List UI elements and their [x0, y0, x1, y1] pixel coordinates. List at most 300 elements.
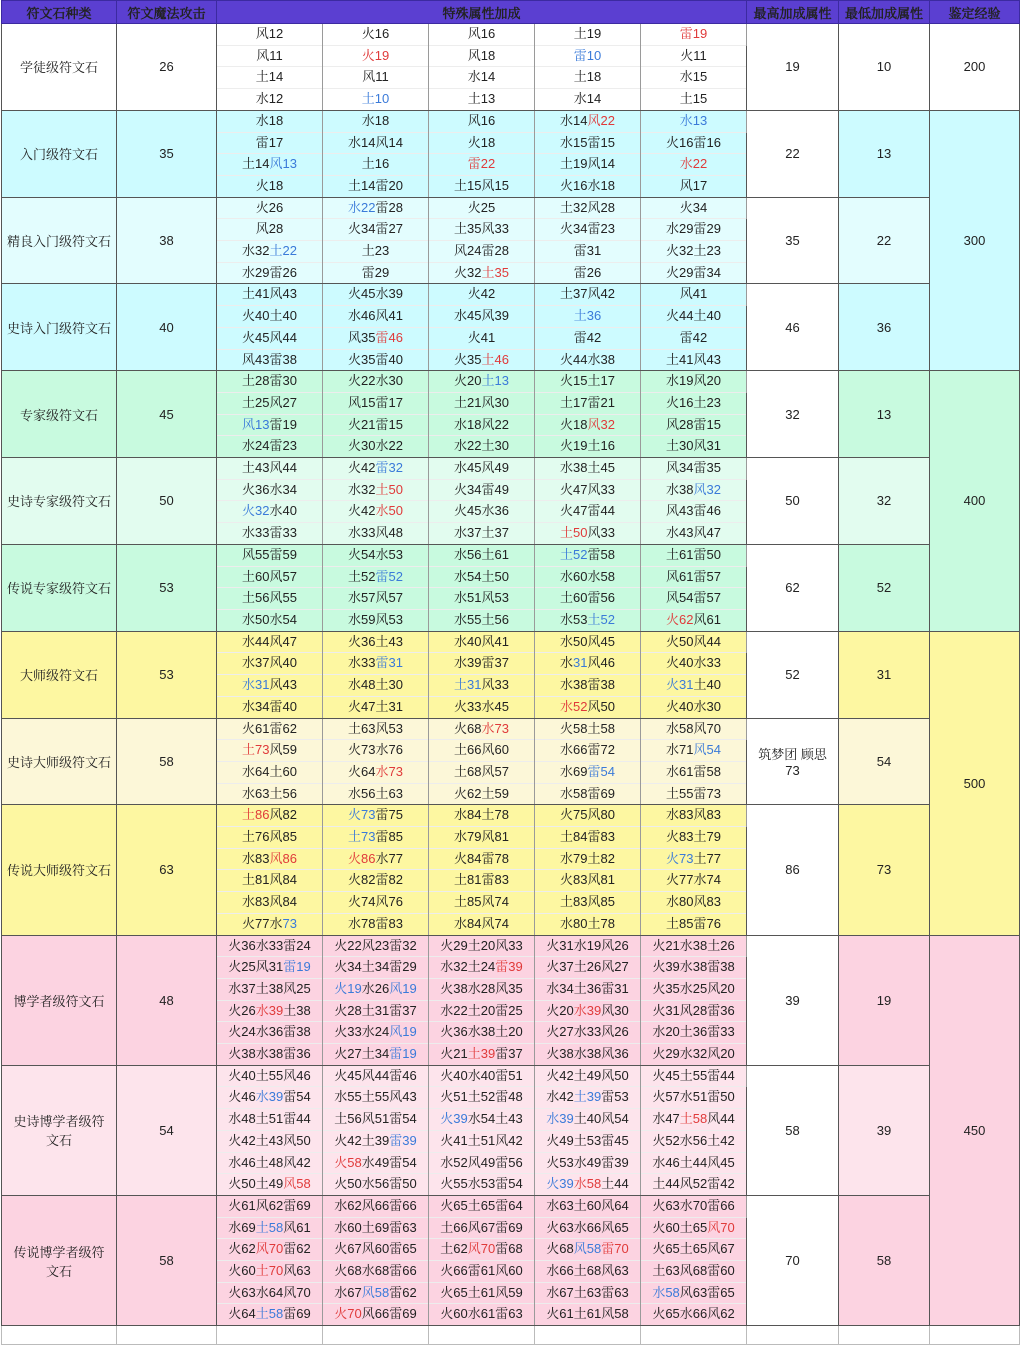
highlight-blue-value: 土52 — [587, 611, 615, 627]
special-attribute-cell: 土37风42 — [535, 284, 641, 306]
special-attribute-cell: 火45水39 — [323, 284, 429, 306]
special-attribute-cell: 风41 — [641, 284, 747, 306]
highlight-red-value: 火19 — [361, 47, 390, 63]
special-attribute-cell: 火27土34雷19 — [323, 1044, 429, 1066]
max-bonus-value: 62 — [747, 544, 839, 631]
special-attribute-cell: 水80土78 — [535, 913, 641, 935]
special-attribute-cell: 火34雷49 — [429, 479, 535, 501]
special-attribute-cell: 火31水19风26 — [535, 935, 641, 957]
special-attribute-cell: 火35土46 — [429, 349, 535, 371]
highlight-red-value: 雷46 — [375, 329, 403, 345]
special-attribute-cell: 水14风14 — [323, 132, 429, 154]
special-attribute-cell: 火58土58 — [535, 718, 641, 740]
special-attribute-cell: 水29雷26 — [217, 262, 323, 284]
special-attribute-cell: 火39水54土43 — [429, 1109, 535, 1131]
special-attribute-cell: 水67风58雷62 — [323, 1282, 429, 1304]
identify-exp-value: 300 — [930, 110, 1020, 370]
special-attribute-cell: 火31风28雷36 — [641, 1000, 747, 1022]
special-attribute-cell: 水60水58 — [535, 566, 641, 588]
special-attribute-cell: 水18 — [217, 110, 323, 132]
max-bonus-value: 50 — [747, 458, 839, 545]
special-attribute-cell: 水60土69雷63 — [323, 1217, 429, 1239]
highlight-blue-value: 水58 — [652, 1284, 680, 1300]
max-bonus-value: 39 — [747, 935, 839, 1065]
special-attribute-cell: 火40水30 — [641, 696, 747, 718]
special-attribute-cell: 水48土51雷44 — [217, 1109, 323, 1131]
special-attribute-cell: 雷17 — [217, 132, 323, 154]
special-attribute-cell: 火83土79 — [641, 827, 747, 849]
special-attribute-cell: 雷26 — [535, 262, 641, 284]
special-attribute-cell: 火16土23 — [641, 392, 747, 414]
highlight-red-value: 土70 — [255, 1263, 284, 1279]
rune-tier-name: 史诗专家级符文石 — [2, 458, 117, 545]
special-attribute-cell: 火32水40 — [217, 501, 323, 523]
empty-cell — [930, 1326, 1020, 1345]
special-attribute-cell: 火35雷40 — [323, 349, 429, 371]
special-attribute-cell: 火40水40雷51 — [429, 1065, 535, 1087]
special-attribute-cell: 风35雷46 — [323, 327, 429, 349]
special-attribute-cell: 风55雷59 — [217, 544, 323, 566]
max-bonus-value: 70 — [747, 1195, 839, 1325]
highlight-blue-value: 风13 — [269, 156, 297, 172]
special-attribute-cell: 火42土43风50 — [217, 1130, 323, 1152]
highlight-blue-value: 风58 — [573, 1241, 602, 1257]
special-attribute-cell: 火20土13 — [429, 371, 535, 393]
special-attribute-cell: 土66风67雷69 — [429, 1217, 535, 1239]
rune-tier-name: 传说博学者级符 文石 — [2, 1195, 117, 1325]
magic-attack-value: 38 — [117, 197, 217, 284]
identify-exp-value: 200 — [930, 24, 1020, 111]
table-body — [2, 24, 1020, 1345]
special-attribute-cell: 火45水36 — [429, 501, 535, 523]
special-attribute-cell: 水58雷69 — [535, 783, 641, 805]
special-attribute-cell: 火33水24风19 — [323, 1022, 429, 1044]
identify-exp-value: 400 — [930, 371, 1020, 631]
special-attribute-cell: 土76风85 — [217, 827, 323, 849]
special-attribute-cell: 火11 — [641, 45, 747, 67]
max-bonus-value: 46 — [747, 284, 839, 371]
special-attribute-cell: 土15风15 — [429, 175, 535, 197]
special-attribute-cell: 火54水53 — [323, 544, 429, 566]
special-attribute-cell: 风16 — [429, 24, 535, 46]
special-attribute-cell: 土31风33 — [429, 675, 535, 697]
special-attribute-cell: 水66雷72 — [535, 740, 641, 762]
highlight-blue-value: 土73 — [348, 829, 376, 845]
highlight-red-value: 风22 — [587, 112, 615, 128]
special-attribute-cell: 水18 — [323, 110, 429, 132]
special-attribute-cell: 水69雷54 — [535, 761, 641, 783]
special-attribute-cell: 水22雷28 — [323, 197, 429, 219]
special-attribute-cell: 水31风46 — [535, 653, 641, 675]
highlight-blue-value: 雷19 — [389, 1046, 417, 1062]
empty-cell — [839, 1326, 930, 1345]
special-attribute-cell: 水20土36雷33 — [641, 1022, 747, 1044]
special-attribute-cell: 火82雷82 — [323, 870, 429, 892]
special-attribute-cell: 水55土56 — [429, 609, 535, 631]
header-max-bonus: 最高加成属性 — [747, 1, 839, 24]
special-attribute-cell — [535, 306, 641, 328]
special-attribute-cell: 雷31 — [535, 241, 641, 263]
highlight-red-value: 风70 — [467, 1241, 496, 1257]
special-attribute-cell: 土52雷58 — [535, 544, 641, 566]
highlight-red-value: 火58 — [334, 1154, 362, 1170]
magic-attack-value: 54 — [117, 1065, 217, 1195]
special-attribute-cell: 火26水39土38 — [217, 1000, 323, 1022]
special-attribute-cell: 火33水45 — [429, 696, 535, 718]
highlight-red-value: 雷39 — [495, 959, 523, 975]
special-attribute-cell: 土13 — [429, 89, 535, 111]
special-attribute-cell: 土41风43 — [641, 349, 747, 371]
special-attribute-cell: 水53土52 — [535, 609, 641, 631]
special-attribute-cell: 火38水38雷36 — [217, 1044, 323, 1066]
special-attribute-cell: 火61雷62 — [217, 718, 323, 740]
table-row — [2, 544, 1020, 566]
special-attribute-cell: 土68风57 — [429, 761, 535, 783]
special-attribute-cell: 火36水34 — [217, 479, 323, 501]
special-attribute-cell: 土41风43 — [217, 284, 323, 306]
identify-exp-value: 500 — [930, 631, 1020, 935]
highlight-red-value: 土39 — [467, 1046, 496, 1062]
special-attribute-cell: 火34土34雷29 — [323, 957, 429, 979]
magic-attack-value: 58 — [117, 718, 217, 805]
special-attribute-cell — [323, 89, 429, 111]
special-attribute-cell: 水59风53 — [323, 609, 429, 631]
rune-tier-name: 精良入门级符文石 — [2, 197, 117, 284]
special-attribute-cell: 火19土16 — [535, 436, 641, 458]
special-attribute-cell: 火38水28风35 — [429, 978, 535, 1000]
special-attribute-cell: 水78雷83 — [323, 913, 429, 935]
special-attribute-cell: 水52风49雷56 — [429, 1152, 535, 1174]
special-attribute-cell: 土81风84 — [217, 870, 323, 892]
special-attribute-cell: 水32土24雷39 — [429, 957, 535, 979]
max-bonus-value: 52 — [747, 631, 839, 718]
special-attribute-cell: 水71风54 — [641, 740, 747, 762]
special-attribute-cell: 土32风28 — [535, 197, 641, 219]
special-attribute-cell: 土60雷56 — [535, 588, 641, 610]
highlight-blue-value: 雷31 — [375, 655, 403, 671]
special-attribute-cell: 风34雷35 — [641, 458, 747, 480]
special-attribute-cell: 火21水38土26 — [641, 935, 747, 957]
highlight-red-value: 风70 — [255, 1241, 284, 1257]
highlight-red-value: 土35 — [481, 264, 509, 280]
special-attribute-cell: 火45土55雷44 — [641, 1065, 747, 1087]
highlight-red-value: 水58 — [573, 1176, 602, 1192]
highlight-red-value: 土50 — [560, 525, 588, 541]
special-attribute-cell: 火38水38风36 — [535, 1044, 641, 1066]
empty-cell — [641, 1326, 747, 1345]
special-attribute-cell: 火63水66风65 — [535, 1217, 641, 1239]
special-attribute-cell: 水18风22 — [429, 414, 535, 436]
special-attribute-cell: 土73风59 — [217, 740, 323, 762]
table-row — [2, 110, 1020, 132]
highlight-red-value: 风86 — [269, 850, 297, 866]
special-attribute-cell: 风54雷57 — [641, 588, 747, 610]
special-attribute-cell: 火24水36雷38 — [217, 1022, 323, 1044]
special-attribute-cell: 水33风48 — [323, 523, 429, 545]
highlight-red-value: 水73 — [481, 720, 509, 736]
special-attribute-cell: 水58风70 — [641, 718, 747, 740]
special-attribute-cell: 水15雷15 — [535, 132, 641, 154]
table-row — [2, 284, 1020, 306]
special-attribute-cell: 风43雷46 — [641, 501, 747, 523]
special-attribute-cell: 火83风81 — [535, 870, 641, 892]
special-attribute-cell: 火73水76 — [323, 740, 429, 762]
min-bonus-value: 32 — [839, 458, 930, 545]
rune-tier-name: 史诗博学者级符 文石 — [2, 1065, 117, 1195]
max-bonus-value: 32 — [747, 371, 839, 458]
empty-cell — [117, 1326, 217, 1345]
special-attribute-cell: 水47土58风44 — [641, 1109, 747, 1131]
special-attribute-cell: 火34雷23 — [535, 219, 641, 241]
special-attribute-cell: 水31风43 — [217, 675, 323, 697]
highlight-blue-value: 73 — [282, 915, 297, 931]
special-attribute-cell: 土35风33 — [429, 219, 535, 241]
special-attribute-cell: 水40风41 — [429, 631, 535, 653]
highlight-red-value: 水39 — [573, 1002, 602, 1018]
special-attribute-cell: 火64土58雷69 — [217, 1304, 323, 1326]
special-attribute-cell: 水34雷40 — [217, 696, 323, 718]
special-attribute-cell: 火36水33雷24 — [217, 935, 323, 957]
special-attribute-cell: 水63土56 — [217, 783, 323, 805]
special-attribute-cell: 火62风61 — [641, 609, 747, 631]
special-attribute-cell: 火52水56土42 — [641, 1130, 747, 1152]
highlight-red-value: 火62 — [666, 611, 694, 627]
special-attribute-cell: 水45风39 — [429, 306, 535, 328]
highlight-blue-value: 风13 — [242, 416, 270, 432]
table-row — [2, 718, 1020, 740]
special-attribute-cell: 火65土61风59 — [429, 1282, 535, 1304]
special-attribute-cell: 火39水38雷38 — [641, 957, 747, 979]
min-bonus-value: 22 — [839, 197, 930, 284]
special-attribute-cell: 火26 — [217, 197, 323, 219]
special-attribute-cell: 水69土58风61 — [217, 1217, 323, 1239]
special-attribute-cell: 火36水38土20 — [429, 1022, 535, 1044]
special-attribute-cell: 火20水39风30 — [535, 1000, 641, 1022]
special-attribute-cell: 火46水39雷54 — [217, 1087, 323, 1109]
special-attribute-cell: 土44风52雷42 — [641, 1174, 747, 1196]
special-attribute-cell: 火21土39雷37 — [429, 1044, 535, 1066]
special-attribute-cell: 风17 — [641, 175, 747, 197]
special-attribute-cell: 火40土55风46 — [217, 1065, 323, 1087]
special-attribute-cell: 土60风57 — [217, 566, 323, 588]
table-row — [2, 371, 1020, 393]
special-attribute-cell: 火25风31雷19 — [217, 957, 323, 979]
special-attribute-cell: 水45风49 — [429, 458, 535, 480]
special-attribute-cell: 雷42 — [535, 327, 641, 349]
highlight-blue-value: 31 — [573, 655, 588, 671]
special-attribute-cell: 火62土59 — [429, 783, 535, 805]
special-attribute-cell: 火22水30 — [323, 371, 429, 393]
special-attribute-cell: 水15 — [641, 67, 747, 89]
special-attribute-cell: 水37风40 — [217, 653, 323, 675]
special-attribute-cell: 水39雷37 — [429, 653, 535, 675]
highlight-red-value: 火70 — [334, 1306, 362, 1322]
highlight-blue-value: 风19 — [389, 1024, 417, 1040]
special-attribute-cell: 水67土63雷63 — [535, 1282, 641, 1304]
table-header — [2, 1, 1020, 24]
special-attribute-cell: 火40水33 — [641, 653, 747, 675]
special-attribute-cell: 水43风47 — [641, 523, 747, 545]
special-attribute-cell: 风12 — [217, 24, 323, 46]
special-attribute-cell: 土50风33 — [535, 523, 641, 545]
special-attribute-cell: 火64水73 — [323, 761, 429, 783]
special-attribute-cell: 土61雷50 — [641, 544, 747, 566]
special-attribute-cell: 火73土77 — [641, 848, 747, 870]
special-attribute-cell: 火47雷44 — [535, 501, 641, 523]
special-attribute-cell: 火21雷15 — [323, 414, 429, 436]
rune-tier-name: 专家级符文石 — [2, 371, 117, 458]
special-attribute-cell: 火30水22 — [323, 436, 429, 458]
empty-cell — [323, 1326, 429, 1345]
special-attribute-cell: 火68水73 — [429, 718, 535, 740]
highlight-red-value: 水39 — [255, 1002, 284, 1018]
highlight-blue-value: 雷10 — [573, 47, 602, 63]
special-attribute-cell: 土56风55 — [217, 588, 323, 610]
special-attribute-cell: 火15土17 — [535, 371, 641, 393]
special-attribute-cell: 水64土60 — [217, 761, 323, 783]
special-attribute-cell: 火57水51雷50 — [641, 1087, 747, 1109]
max-bonus-value: 筑梦团 顾思 73 — [747, 718, 839, 805]
special-attribute-cell: 火18 — [217, 175, 323, 197]
table-row — [2, 805, 1020, 827]
special-attribute-cell: 土83风85 — [535, 892, 641, 914]
highlight-blue-value: 风54 — [693, 742, 721, 758]
special-attribute-cell: 火63水70雷66 — [641, 1195, 747, 1217]
special-attribute-cell: 火62风70雷62 — [217, 1239, 323, 1261]
special-attribute-cell: 土16 — [323, 154, 429, 176]
special-attribute-cell: 土85雷76 — [641, 913, 747, 935]
empty-cell — [217, 1326, 323, 1345]
special-attribute-cell: 土28雷30 — [217, 371, 323, 393]
highlight-blue-value: 土13 — [481, 373, 509, 389]
special-attribute-cell: 水22土30 — [429, 436, 535, 458]
special-attribute-cell: 火68风58雷70 — [535, 1239, 641, 1261]
highlight-red-value: 土86 — [242, 807, 270, 823]
special-attribute-cell: 火18风32 — [535, 414, 641, 436]
special-attribute-cell: 风28 — [217, 219, 323, 241]
special-attribute-cell: 火60土70风63 — [217, 1261, 323, 1283]
special-attribute-cell: 火16水18 — [535, 175, 641, 197]
highlight-blue-value: 火73 — [666, 850, 694, 866]
special-attribute-cell: 水37土38风25 — [217, 978, 323, 1000]
special-attribute-cell: 火22风23雷32 — [323, 935, 429, 957]
special-attribute-cell: 水63土60风64 — [535, 1195, 641, 1217]
max-bonus-value: 58 — [747, 1065, 839, 1195]
special-attribute-cell: 火36土43 — [323, 631, 429, 653]
highlight-blue-value: 风32 — [693, 481, 721, 497]
empty-cell — [429, 1326, 535, 1345]
special-attribute-cell: 水32土50 — [323, 479, 429, 501]
highlight-red-value: 土50 — [375, 481, 403, 497]
special-attribute-cell: 水46风41 — [323, 306, 429, 328]
special-attribute-cell: 火61土61风58 — [535, 1304, 641, 1326]
highlight-blue-value: 土36 — [573, 308, 602, 324]
special-attribute-cell: 水38土45 — [535, 458, 641, 480]
special-attribute-cell: 火51土52雷48 — [429, 1087, 535, 1109]
min-bonus-value: 58 — [839, 1195, 930, 1325]
min-bonus-value: 73 — [839, 805, 930, 935]
min-bonus-value: 39 — [839, 1065, 930, 1195]
special-attribute-cell: 水32土22 — [217, 241, 323, 263]
highlight-blue-value: 火39 — [546, 1176, 574, 1192]
table-row — [2, 458, 1020, 480]
special-attribute-cell: 水24雷23 — [217, 436, 323, 458]
special-attribute-cell: 火41 — [429, 327, 535, 349]
special-attribute-cell: 风11 — [217, 45, 323, 67]
highlight-red-value: 雷22 — [467, 156, 496, 172]
special-attribute-cell: 火42 — [429, 284, 535, 306]
special-attribute-cell: 水83风84 — [217, 892, 323, 914]
min-bonus-value: 52 — [839, 544, 930, 631]
special-attribute-cell: 火44土40 — [641, 306, 747, 328]
highlight-red-value: 水73 — [375, 763, 403, 779]
special-attribute-cell: 土66风60 — [429, 740, 535, 762]
highlight-blue-value: 土58 — [255, 1306, 284, 1322]
special-attribute-cell: 雷42 — [641, 327, 747, 349]
special-attribute-cell: 火42水50 — [323, 501, 429, 523]
min-bonus-value: 36 — [839, 284, 930, 371]
rune-tier-name: 入门级符文石 — [2, 110, 117, 197]
highlight-blue-value: 土39 — [573, 1089, 602, 1105]
max-bonus-value: 35 — [747, 197, 839, 284]
highlight-red-value: 雷19 — [679, 26, 708, 41]
special-attribute-cell: 水19风20 — [641, 371, 747, 393]
highlight-blue-value: 土22 — [269, 243, 297, 259]
special-attribute-cell — [641, 24, 747, 46]
min-bonus-value: 13 — [839, 371, 930, 458]
special-attribute-cell: 土62风70雷68 — [429, 1239, 535, 1261]
special-attribute-cell: 火42土39雷39 — [323, 1130, 429, 1152]
special-attribute-cell: 水14 — [429, 67, 535, 89]
highlight-red-value: 雷70 — [601, 1241, 629, 1257]
special-attribute-cell: 火84雷78 — [429, 848, 535, 870]
special-attribute-cell: 火55水53雷54 — [429, 1174, 535, 1196]
special-attribute-cell: 水58风63雷65 — [641, 1282, 747, 1304]
rune-tier-name: 史诗大师级符文石 — [2, 718, 117, 805]
highlight-red-value: 水50 — [375, 503, 403, 519]
special-attribute-cell — [323, 45, 429, 67]
identify-exp-value: 450 — [930, 935, 1020, 1326]
empty-cell — [535, 1326, 641, 1345]
highlight-red-value: 土58 — [679, 1111, 708, 1127]
special-attribute-cell: 火58水49雷54 — [323, 1152, 429, 1174]
special-attribute-cell: 水34土36雷31 — [535, 978, 641, 1000]
min-bonus-value: 19 — [839, 935, 930, 1065]
highlight-blue-value: 水13 — [679, 112, 708, 128]
special-attribute-cell: 风43雷38 — [217, 349, 323, 371]
special-attribute-cell: 土56风51雷54 — [323, 1109, 429, 1131]
highlight-blue-value: 火32 — [242, 503, 270, 519]
special-attribute-cell: 火27水33风26 — [535, 1022, 641, 1044]
rune-tier-name: 传说专家级符文石 — [2, 544, 117, 631]
special-attribute-cell: 土15 — [641, 89, 747, 111]
special-attribute-cell: 水50水54 — [217, 609, 323, 631]
special-attribute-cell: 火65水66风62 — [641, 1304, 747, 1326]
highlight-blue-value: 雷32 — [375, 460, 403, 476]
special-attribute-cell: 土81雷83 — [429, 870, 535, 892]
special-attribute-cell: 火70风66雷69 — [323, 1304, 429, 1326]
special-attribute-cell: 水22土20雷25 — [429, 1000, 535, 1022]
magic-attack-value: 53 — [117, 631, 217, 718]
special-attribute-cell: 土52雷52 — [323, 566, 429, 588]
special-attribute-cell: 火47风33 — [535, 479, 641, 501]
special-attribute-cell: 土73雷85 — [323, 827, 429, 849]
special-attribute-cell: 水46土44风45 — [641, 1152, 747, 1174]
highlight-blue-value: 水22 — [348, 199, 376, 215]
special-attribute-cell: 水42土39雷53 — [535, 1087, 641, 1109]
highlight-red-value: 风70 — [707, 1219, 735, 1235]
special-attribute-cell: 火68水68雷66 — [323, 1261, 429, 1283]
